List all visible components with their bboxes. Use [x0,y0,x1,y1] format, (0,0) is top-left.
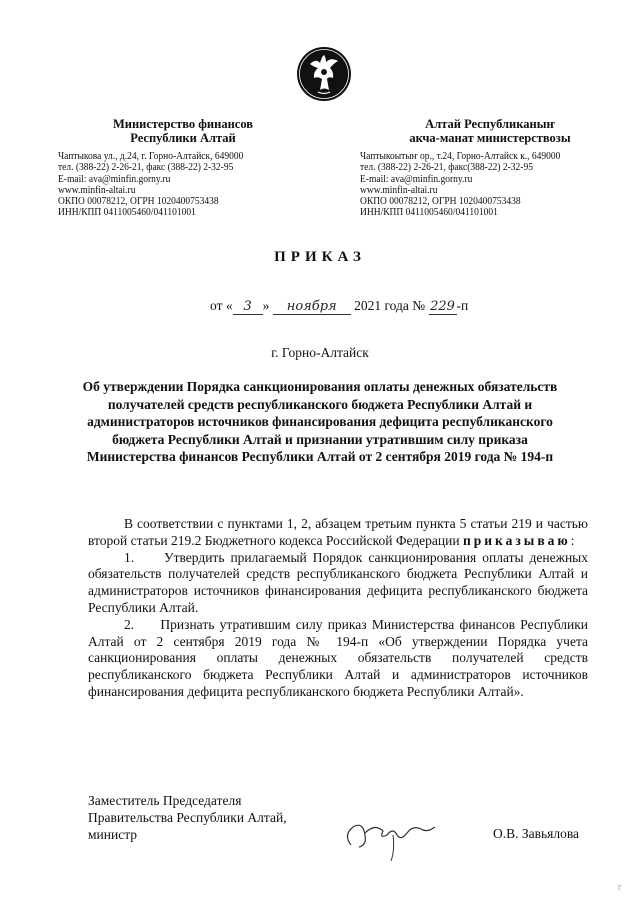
intro-text: В соответствии с пунктами 1, 2, абзацем третьим пункта 5 статьи 219 и частью второй статьи 219.2 Бюджетного кодекса Российской Федерации [88,516,588,548]
okpo: ОКПО 00078212, ОГРН 1020400753438 [360,196,521,208]
item-2: 2. Признать утратившим силу приказ Министерства финансов Республики Алтай от 2 сентября 2019 года № 194-п «Об утверждении Порядка учета санкционирования оплаты денежных обязательств получателей средств республиканского бюджета Республики Алтай и администраторов источников финансирования дефицита республиканского бюджета Республики Алтай». [88,616,588,699]
signatory-line3: министр [88,827,138,842]
signatory-line2: Правительства Республики Алтай, [88,810,287,825]
item-1: 1. Утвердить прилагаемый Порядок санкционирования оплаты денежных обязательств получателей средств республиканского бюджета Республики Алтай и администраторов источников финансирования дефицита республиканского бюджета Республики Алтай. [88,549,588,615]
order-body [88,516,588,701]
order-number-suffix: -п [456,298,469,313]
handwritten-signature [335,805,445,865]
date-year: 2021 года № [354,298,426,313]
contacts-ru [58,151,296,219]
city: г. Горно-Алтайск [271,345,369,360]
org-name-line1: Алтай Республиканыҥ [425,117,555,131]
signatory-name: О.В. Завьялова [493,826,580,841]
inn: ИНН/КПП 0411005460/041101001 [360,207,498,219]
phone: тел. (388-22) 2-26-21, факс(388-22) 2-32-95 [360,162,533,174]
header-left [58,117,308,219]
inn: ИНН/КПП 0411005460/041101001 [58,207,196,219]
date-month: ноября [273,299,351,315]
org-name-line2: акча-манат министерствозы [409,131,571,145]
order-colon: : [570,532,575,548]
date-mid: » [262,298,270,313]
contacts-alt [360,151,607,219]
email: E-mail: ava@minfin.gorny.ru [58,173,171,185]
date-number-line [210,298,468,315]
order-word: приказываю [462,532,571,548]
document-title: ПРИКАЗ [274,249,366,265]
header-right [360,117,620,219]
org-name-line1: Министерство финансов [112,117,254,131]
website: www.minfin-altai.ru [58,184,136,196]
order-number: 229 [430,299,455,314]
intro-paragraph [88,516,588,550]
order-subject: Об утверждении Порядка санкционирования оплаты денежных обязательств получателей средств республиканского бюджета Республики Алтай и администраторов источников финансирования дефицита республиканского бюджета Республики Алтай и признании утратившим силу приказа Министерства финансов Республики Алтай от 2 сентября 2019 года № 194-п [82,379,558,464]
okpo: ОКПО 00078212, ОГРН 1020400753438 [58,196,219,208]
date-prefix: от « [210,298,233,313]
signatory-title [88,792,287,843]
address: Чаптыкоытыҥ ор., т.24, Горно-Алтайск к., 649000 [360,151,561,162]
address: Чаптыкова ул., д.24, г. Горно-Алтайск, 649000 [58,151,244,162]
website: www.minfin-altai.ru [360,184,438,196]
signatory-line1: Заместитель Председателя [88,793,242,808]
org-name-line2: Республики Алтай [130,131,236,145]
date-day: 3 [233,299,263,315]
email: E-mail: ava@minfin.gorny.ru [360,173,473,185]
corner-mark: Г [618,884,623,892]
phone: тел. (388-22) 2-26-21, факс (388-22) 2-32-95 [58,162,234,174]
org-name-ru [58,117,308,145]
org-name-alt [360,117,620,145]
coat-of-arms-emblem [296,46,352,102]
